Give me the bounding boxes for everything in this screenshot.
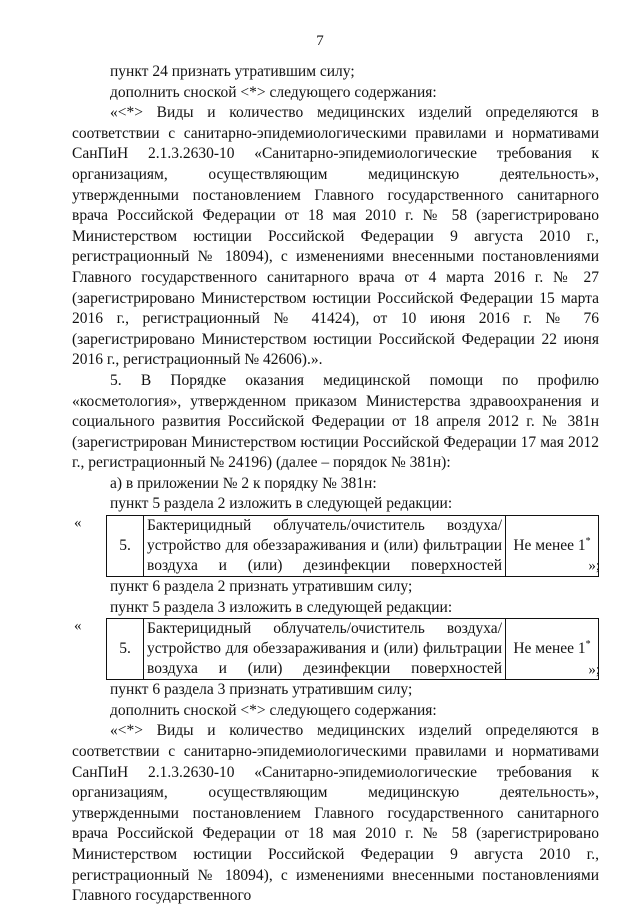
table-cell-name-text: Бактерицидный облучатель/очиститель воздуха/устройство для обеззараживания и (или) фильтрации воздуха и (или) дезинфекции поверхностей xyxy=(147,620,502,678)
table-section-2-wrapper xyxy=(74,515,600,577)
paragraph-add-footnote: дополнить сноской <*> следующего содержания: xyxy=(110,83,437,101)
table-section-3-wrapper xyxy=(74,618,600,680)
table-cell-value-text: Не менее 1 xyxy=(513,536,586,554)
paragraph-add-footnote-2: дополнить сноской <*> следующего содержания: xyxy=(110,701,437,719)
paragraph-footnote-text: «<*> Виды и количество медицинских изделий определяются в соответствии с санитарно-эпидемиологическими правилами и нормативами СанПиН 2.1.3.2630-10 «Санитарно-эпидемиологические требования к организациям, осуществляющим медицинскую деятельность», утвержденными постановлением Главного государственного санитарного врача Российской Федерации от 18 мая 2010 г. № 58 (зарегистрировано Министерством юстиции Российской Федерации 9 августа 2010 г., регистрационный № 18094), с изменениями внесенными постановлениями Главного государственного санитарного врача от 4 марта 2016 г. № 27 (зарегистрировано Министерством юстиции Российской Федерации 15 марта 2016 г., регистрационный № 41424), от 10 июня 2016 г. № 76 (зарегистрировано Министерством юстиции Российской Федерации 22 июня 2016 г., регистрационный № 42606).». xyxy=(72,104,599,369)
table-row xyxy=(107,516,599,577)
close-quote: »; xyxy=(588,661,600,678)
close-quote: »; xyxy=(588,558,600,575)
table-section-2 xyxy=(106,515,599,577)
paragraph-section-5: 5. В Порядке оказания медицинской помощи по профилю «косметология», утвержденном приказом Министерства здравоохранения и социального развития Российской Федерации от 18 апреля 2012 г. № 381н (зарегистрирован Министерством юстиции Российской Федерации 17 мая 2012 г., регистрационный № 24196) (далее – порядок № 381н): xyxy=(72,371,599,472)
table-cell-name xyxy=(144,619,506,680)
paragraph-subitem-a: а) в приложении № 2 к порядку № 381н: xyxy=(110,474,377,492)
table-cell-name-text: Бактерицидный облучатель/очиститель воздуха/устройство для обеззараживания и (или) фильтрации воздуха и (или) дезинфекции поверхностей xyxy=(147,517,502,575)
table-cell-value-text: Не менее 1 xyxy=(513,639,586,657)
paragraph-item-6-section-2-removed: пункт 6 раздела 2 признать утратившим силу; xyxy=(110,578,413,596)
document-body xyxy=(72,62,599,907)
page-number: 7 xyxy=(316,33,324,49)
table-cell-number: 5. xyxy=(107,516,144,577)
paragraph-item-5-section-3: пункт 5 раздела 3 изложить в следующей редакции: xyxy=(110,598,453,616)
footnote-mark: * xyxy=(585,638,591,650)
table-row xyxy=(107,619,599,680)
open-quote: « xyxy=(74,515,82,532)
paragraph-item-24-removed: пункт 24 признать утратившим силу; xyxy=(110,63,355,80)
open-quote: « xyxy=(74,618,82,635)
table-cell-value xyxy=(506,619,599,680)
paragraph-item-5-section-2: пункт 5 раздела 2 изложить в следующей редакции: xyxy=(110,495,453,513)
table-cell-name xyxy=(144,516,506,577)
paragraph-item-6-section-3-removed: пункт 6 раздела 3 признать утратившим силу; xyxy=(110,681,413,699)
table-cell-number: 5. xyxy=(107,619,144,680)
table-section-3 xyxy=(106,618,599,680)
table-cell-value xyxy=(506,516,599,577)
paragraph-footnote-text-2: «<*> Виды и количество медицинских изделий определяются в соответствии с санитарно-эпидемиологическими правилами и нормативами СанПиН 2.1.3.2630-10 «Санитарно-эпидемиологические требования к организациям, осуществляющим медицинскую деятельность», утвержденными постановлением Главного государственного санитарного врача Российской Федерации от 18 мая 2010 г. № 58 (зарегистрировано Министерством юстиции Российской Федерации 9 августа 2010 г., регистрационный № 18094), с изменениями внесенными постановлениями Главного государственного xyxy=(72,722,599,905)
footnote-mark: * xyxy=(585,535,591,547)
